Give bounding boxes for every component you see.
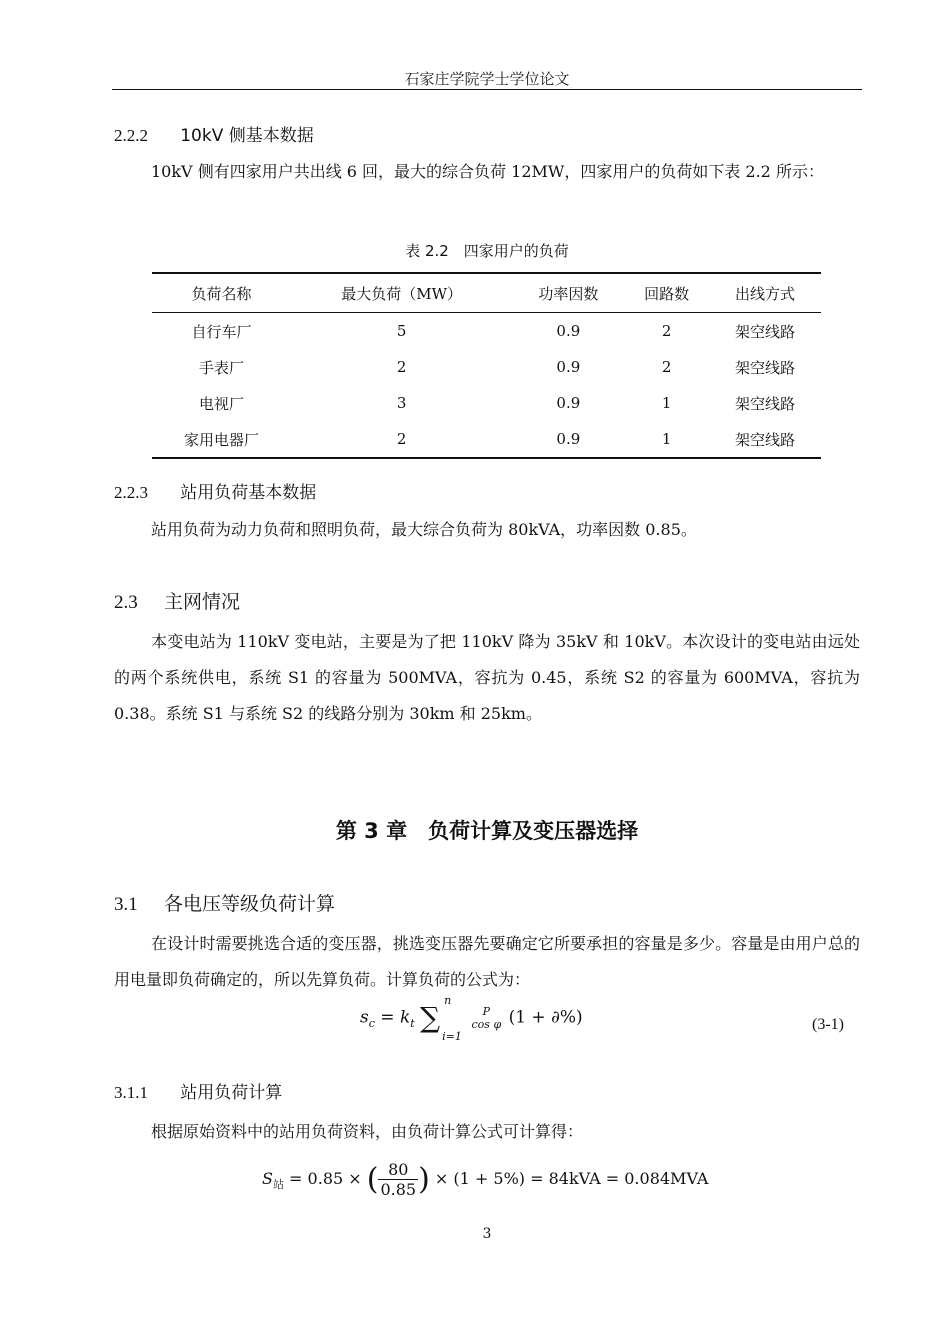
fraction xyxy=(470,1005,504,1031)
paragraph-text: 本变电站为 110kV 变电站，主要是为了把 110kV 降为 35kV 和 10kV。本次设计的变电站由远处的两个系统供电，系统 S1 的容量为 500MVA，容抗为 0.45，系统 S2 的容量为 600MVA，容抗为 0.38。系统 S1 与系统 S2 的线路分别为 30km 和 25km。 xyxy=(114,632,860,723)
eq-part: × (1 + 5%) = 84kVA = 0.084MVA xyxy=(429,1169,709,1188)
section-number: 2.3 xyxy=(114,592,138,613)
section-heading-2-3 xyxy=(114,587,240,614)
paragraph-text: 站用负荷为动力负荷和照明负荷，最大综合负荷为 80kVA，功率因数 0.85。 xyxy=(151,520,697,539)
table-row xyxy=(152,349,821,385)
table-cell: 2 xyxy=(661,322,672,340)
eq-subscript: c xyxy=(368,1016,375,1030)
column-header: 出线方式 xyxy=(709,273,821,313)
equation-station-load: $S_站 = 0.85$ × ( $\frac{80}{0.85}$ ) × (1 + 5%) = 84kVA = 0.084MVA xyxy=(262,1160,709,1199)
table-header-row xyxy=(152,273,821,313)
sum-symbol: ∑ xyxy=(420,1001,441,1034)
table-cell: 3 xyxy=(396,394,407,412)
section-title: 站用负荷基本数据 xyxy=(180,483,317,503)
eq-tail: (1 + ∂%) xyxy=(508,1007,583,1028)
paragraph-text: 在设计时需要挑选合适的变压器，挑选变压器先要确定它所要承担的容量是多少。容量是由用户总的用电量即负荷确定的，所以先算负荷。计算负荷的公式为： xyxy=(114,934,860,989)
section-title: 各电压等级负荷计算 xyxy=(164,893,336,915)
table-cell: 架空线路 xyxy=(709,421,821,458)
section-title: 主网情况 xyxy=(164,591,241,613)
table-cell: 2 xyxy=(291,421,512,458)
paragraph-station-calc xyxy=(114,1114,860,1150)
table-cell: 自行车厂 xyxy=(191,322,252,341)
section-title: 站用负荷计算 xyxy=(180,1083,283,1103)
section-number: 3.1.1 xyxy=(114,1083,148,1102)
section-number: 3.1 xyxy=(114,894,138,915)
table-cell: 1 xyxy=(661,394,672,412)
equation-number: (3-1) xyxy=(812,1016,844,1033)
fraction xyxy=(378,1160,418,1199)
section-heading-2-2-2 xyxy=(114,121,314,146)
page-number: 3 xyxy=(482,1226,492,1242)
load-table xyxy=(152,272,821,459)
column-header: 回路数 xyxy=(624,273,709,313)
paragraph-text: 根据原始资料中的站用负荷资料，由负荷计算公式可计算得： xyxy=(151,1122,584,1141)
table-row xyxy=(152,385,821,421)
equation-3-1 xyxy=(360,994,583,1043)
eq-symbol: S xyxy=(262,1169,273,1188)
table-cell: 电视厂 xyxy=(198,394,244,413)
column-header: 最大负荷（MW） xyxy=(291,273,512,313)
column-header: 功率因数 xyxy=(512,273,624,313)
fraction-numerator: P xyxy=(482,1005,491,1018)
table-cell: 0.9 xyxy=(556,322,581,340)
paragraph-main-grid xyxy=(114,624,860,732)
running-header: 石家庄学院学士学位论文 xyxy=(404,70,570,88)
table-cell: 0.9 xyxy=(512,421,624,458)
sum-upper-limit: n xyxy=(444,994,452,1007)
table-cell: 家用电器厂 xyxy=(152,421,291,458)
table-cell: 架空线路 xyxy=(735,322,796,341)
table-row xyxy=(152,313,821,350)
paragraph-load-calculation xyxy=(114,926,860,998)
header-rule xyxy=(112,89,862,90)
table-caption: 表 2.2 四家用户的负荷 xyxy=(405,242,569,260)
sum-lower-limit: i=1 xyxy=(442,1030,462,1043)
table-cell: 手表厂 xyxy=(198,358,244,377)
table-cell: 2 xyxy=(661,358,672,376)
fraction-denominator: cos φ xyxy=(471,1018,502,1031)
table-cell: 架空线路 xyxy=(735,358,796,377)
table-cell: 架空线路 xyxy=(735,394,796,413)
paragraph-text: 10kV 侧有四家用户共出线 6 回，最大的综合负荷 12MW，四家用户的负荷如下表 2.2 所示： xyxy=(151,162,824,181)
column-header: 负荷名称 xyxy=(152,273,291,313)
paragraph-10kv-side xyxy=(114,154,860,190)
eq-symbol: k xyxy=(399,1007,411,1028)
paragraph-station-load xyxy=(114,512,860,548)
table-cell: 1 xyxy=(624,421,709,458)
table-cell: 0.9 xyxy=(556,394,581,412)
section-heading-2-2-3 xyxy=(114,478,316,503)
table-cell: 5 xyxy=(396,322,407,340)
section-heading-3-1 xyxy=(114,889,335,916)
section-number: 2.2.3 xyxy=(114,483,148,502)
section-title: 10kV 侧基本数据 xyxy=(180,126,314,146)
table-row xyxy=(152,421,821,458)
fraction-denominator: 0.85 xyxy=(380,1180,417,1199)
table-cell: 0.9 xyxy=(556,358,581,376)
section-number: 2.2.2 xyxy=(114,126,148,145)
eq-subscript: 站 xyxy=(272,1178,284,1192)
fraction-numerator: 80 xyxy=(378,1160,418,1180)
chapter-title: 第 3 章 负荷计算及变压器选择 xyxy=(335,819,639,843)
table-cell: 2 xyxy=(396,358,407,376)
eq-operator: = xyxy=(374,1007,400,1028)
section-heading-3-1-1 xyxy=(114,1078,282,1103)
eq-part: = 0.85 × xyxy=(283,1169,367,1188)
eq-subscript: t xyxy=(410,1016,415,1030)
eq-symbol: s xyxy=(360,1007,369,1028)
